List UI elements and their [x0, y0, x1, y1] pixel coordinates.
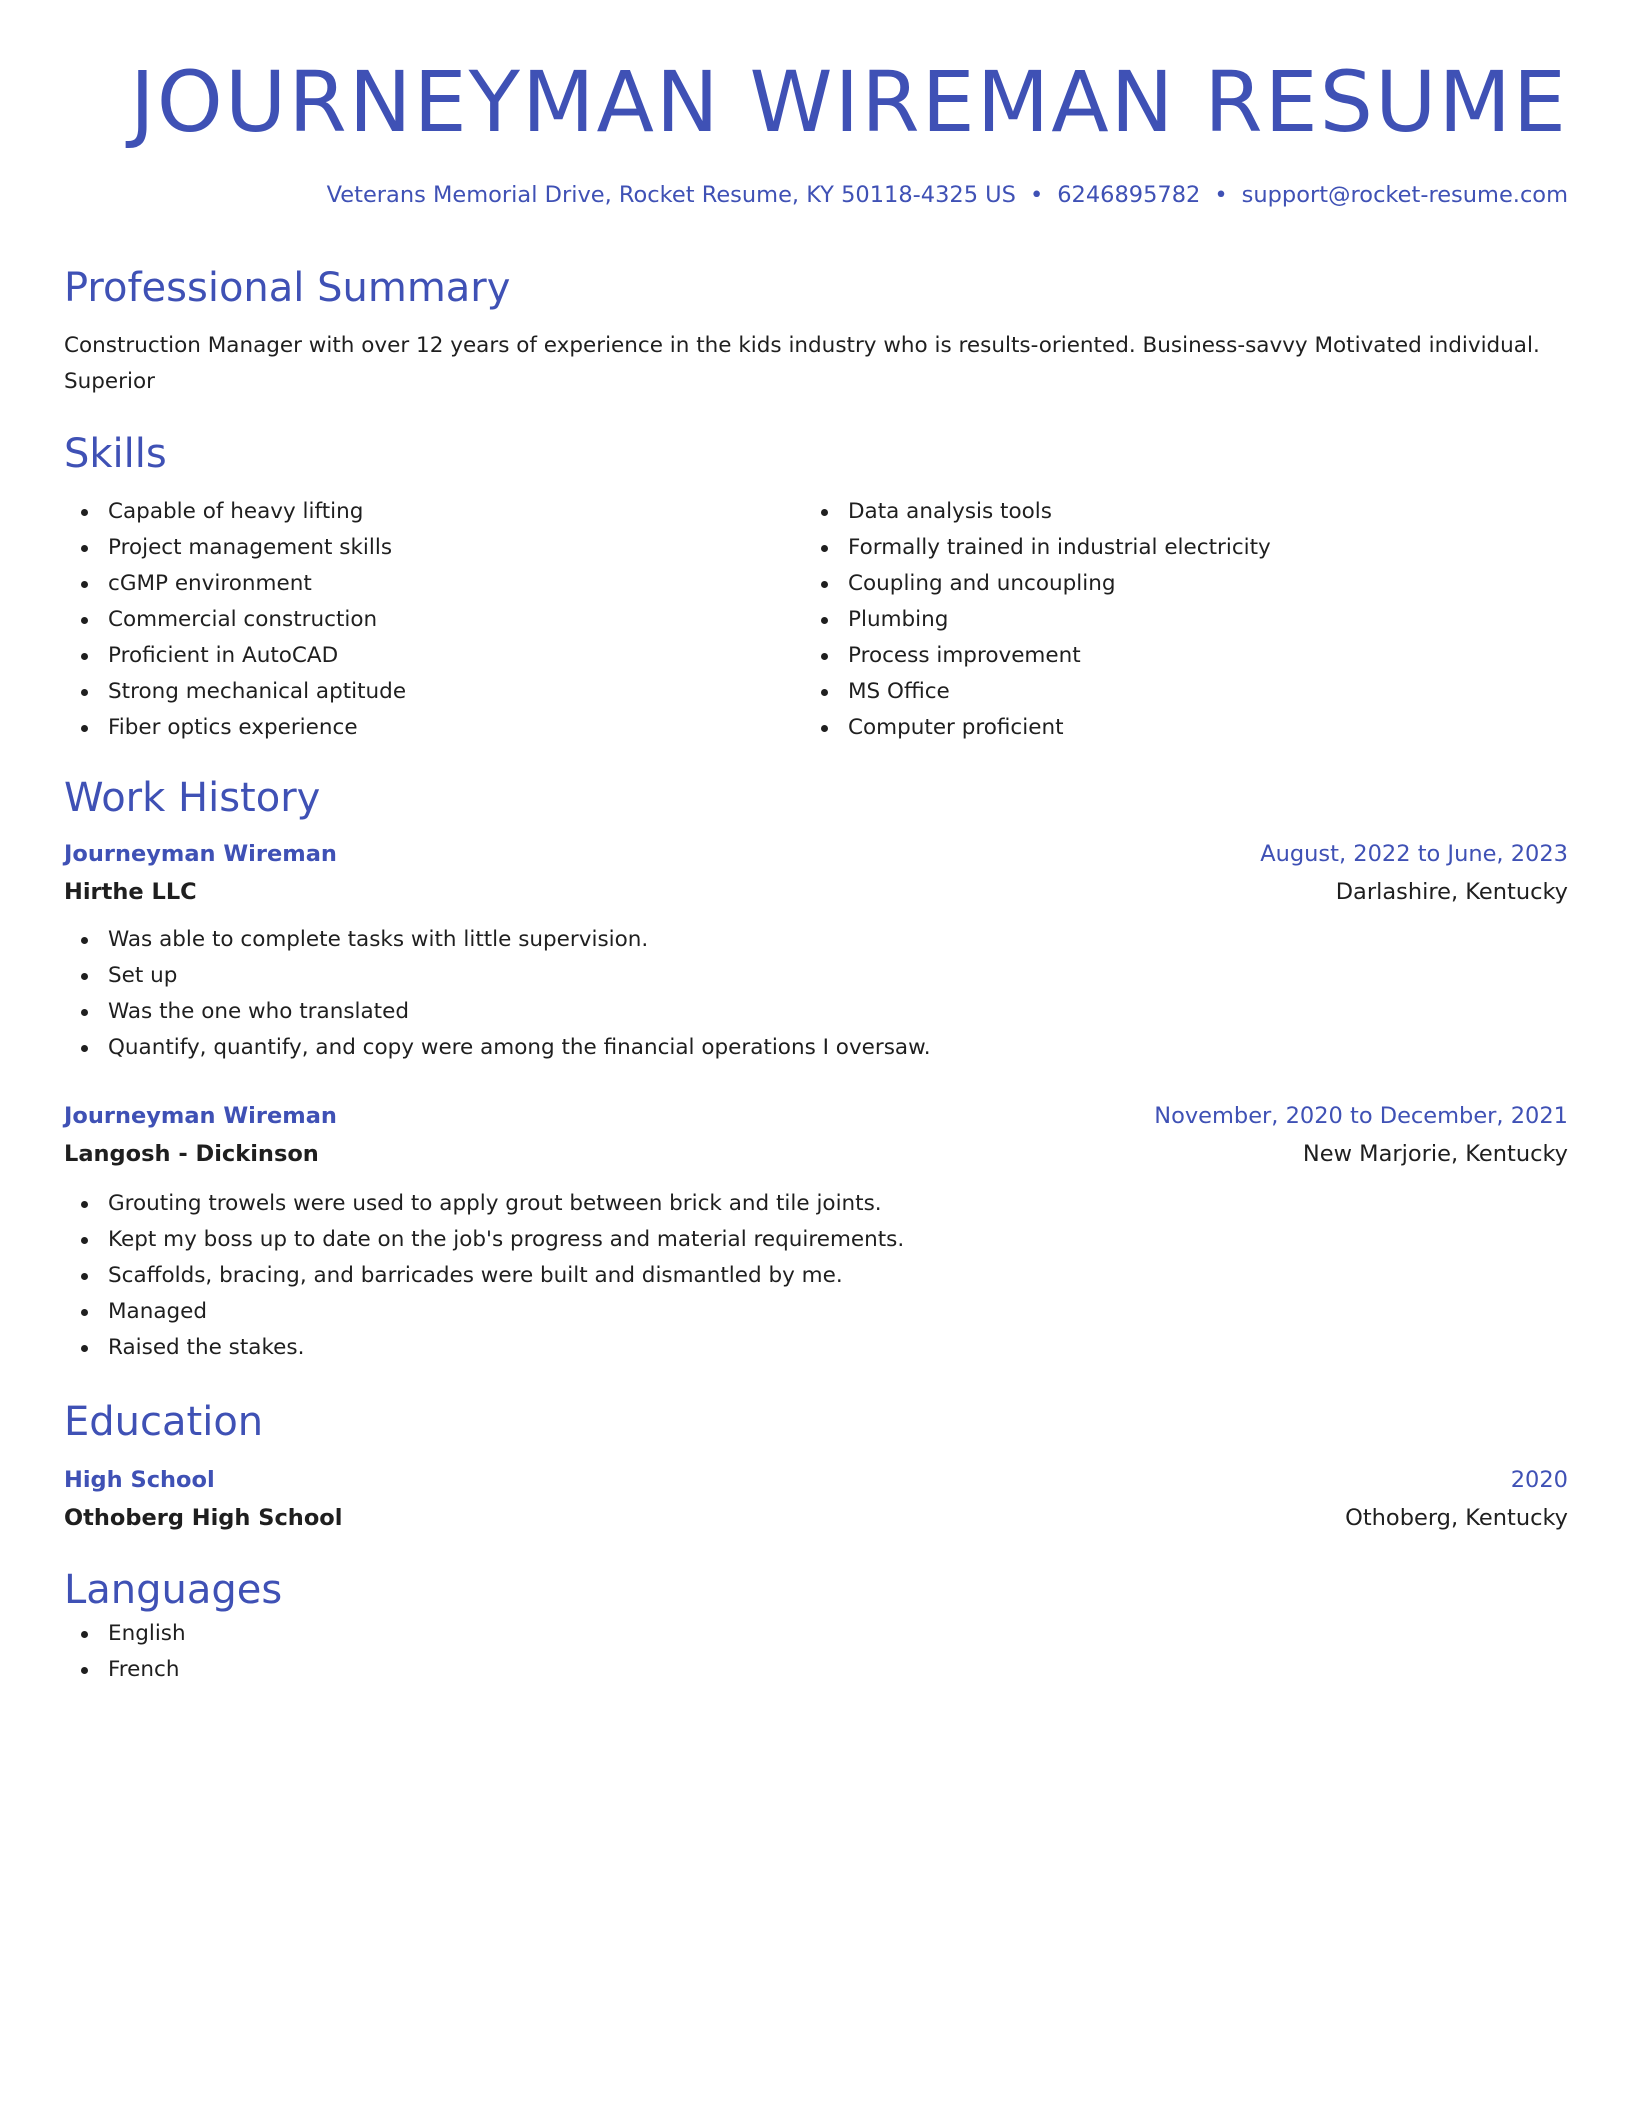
contact-address: Veterans Memorial Drive, Rocket Resume, KY 50118-4325 US: [326, 182, 1016, 208]
education-school-row: [64, 1498, 1568, 1538]
duty-item: Was able to complete tasks with little supervision.: [64, 922, 1568, 958]
education-degree: High School: [64, 1467, 215, 1493]
duty-item: Raised the stakes.: [64, 1330, 1568, 1366]
resume-header: [64, 53, 1568, 212]
skill-item: Strong mechanical aptitude: [64, 674, 804, 710]
education-header-row: [64, 1462, 1568, 1498]
skills-heading: Skills: [64, 431, 167, 477]
job-entry: [64, 1098, 1568, 1366]
job-company-row: [64, 872, 1568, 912]
skills-list: [64, 494, 1568, 746]
education-heading: Education: [64, 1399, 264, 1445]
language-item: English: [64, 1616, 1568, 1652]
summary-heading: Professional Summary: [64, 265, 511, 311]
skill-item: Computer proficient: [804, 710, 1544, 746]
languages-list: [64, 1616, 1568, 1688]
skill-item: Project management skills: [64, 530, 804, 566]
contact-email: support@rocket-resume.com: [1241, 182, 1568, 208]
skills-column-left: [64, 494, 804, 746]
contact-line: [64, 178, 1568, 212]
skill-item: Data analysis tools: [804, 494, 1544, 530]
duty-item: Was the one who translated: [64, 994, 1568, 1030]
education-school: Othoberg High School: [64, 1505, 343, 1531]
languages-heading: Languages: [64, 1567, 283, 1613]
skill-item: Fiber optics experience: [64, 710, 804, 746]
education-year: 2020: [1510, 1467, 1568, 1493]
job-dates: August, 2022 to June, 2023: [1260, 841, 1568, 867]
duty-item: Managed: [64, 1294, 1568, 1330]
duty-item: Quantify, quantify, and copy were among the financial operations I oversaw.: [64, 1030, 1568, 1066]
skill-item: cGMP environment: [64, 566, 804, 602]
job-company: Langosh - Dickinson: [64, 1141, 319, 1167]
job-entry: [64, 836, 1568, 1066]
job-duties: [64, 1186, 1568, 1366]
skills-column-right: [804, 494, 1544, 746]
contact-separator: •: [1214, 182, 1228, 208]
duty-item: Kept my boss up to date on the job's progress and material requirements.: [64, 1222, 1568, 1258]
job-company: Hirthe LLC: [64, 879, 197, 905]
contact-separator: •: [1029, 182, 1044, 208]
job-role: Journeyman Wireman: [64, 841, 337, 867]
job-location: Darlashire, Kentucky: [1335, 879, 1568, 905]
skill-item: Plumbing: [804, 602, 1544, 638]
skill-item: Coupling and uncoupling: [804, 566, 1544, 602]
skill-item: Process improvement: [804, 638, 1544, 674]
summary-text: Construction Manager with over 12 years of experience in the kids industry who is results-oriented. Business-savvy Motivated individual. Superior: [64, 333, 1540, 394]
work-history-heading: Work History: [64, 775, 321, 821]
skill-item: Formally trained in industrial electricity: [804, 530, 1544, 566]
skill-item: MS Office: [804, 674, 1544, 710]
duty-item: Scaffolds, bracing, and barricades were built and dismantled by me.: [64, 1258, 1568, 1294]
skill-item: Capable of heavy lifting: [64, 494, 804, 530]
skill-item: Proficient in AutoCAD: [64, 638, 804, 674]
job-dates: November, 2020 to December, 2021: [1154, 1103, 1568, 1129]
job-header-row: [64, 1098, 1568, 1134]
language-item: French: [64, 1652, 1568, 1688]
job-header-row: [64, 836, 1568, 872]
resume-title: JOURNEYMAN WIREMAN RESUME: [130, 53, 1568, 151]
job-company-row: [64, 1134, 1568, 1174]
contact-phone: 6246895782: [1057, 182, 1201, 208]
job-location: New Marjorie, Kentucky: [1302, 1141, 1568, 1167]
duty-item: Set up: [64, 958, 1568, 994]
education-entry: [64, 1462, 1568, 1538]
job-duties: [64, 922, 1568, 1066]
skill-item: Commercial construction: [64, 602, 804, 638]
duty-item: Grouting trowels were used to apply grout between brick and tile joints.: [64, 1186, 1568, 1222]
education-location: Othoberg, Kentucky: [1345, 1505, 1568, 1531]
job-role: Journeyman Wireman: [64, 1103, 337, 1129]
